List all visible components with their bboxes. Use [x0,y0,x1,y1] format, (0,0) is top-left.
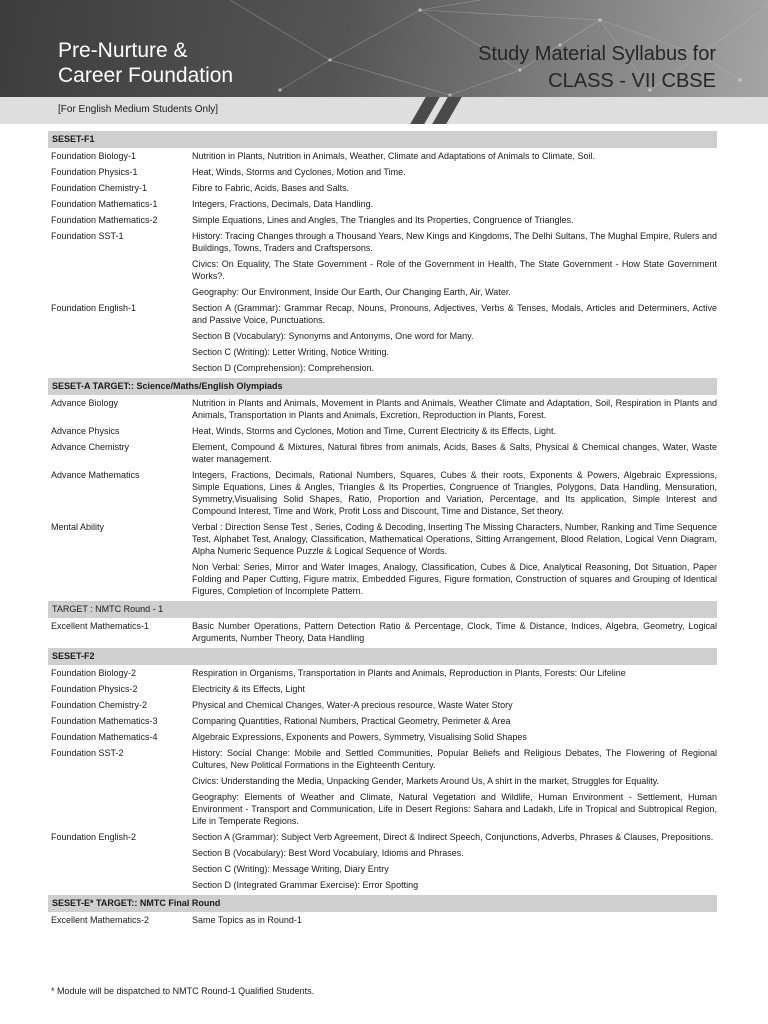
topics-cell [192,683,717,695]
section-heading: SESET-E* TARGET:: NMTC Final Round [48,895,717,912]
topic-text: Algebraic Expressions, Exponents and Powers, Symmetry, Visualising Solid Shapes [192,732,527,742]
syllabus-row [48,182,717,194]
topics-cell [192,914,717,926]
syllabus-row [48,715,717,727]
topics-cell [192,397,717,421]
topic-text: Section B (Vocabulary): Synonyms and Antonyms, One word for Many. [192,331,474,341]
medium-note: [For English Medium Students Only] [58,104,219,115]
topic-text: Section D (Comprehension): Comprehension. [192,363,375,373]
subject-name: Excellent Mathematics-2 [51,915,150,925]
syllabus-row [48,166,717,178]
subject-name: Excellent Mathematics-1 [51,621,150,631]
subject-name: Foundation Chemistry-1 [51,183,148,193]
topics-cell [192,302,717,374]
title-line-2: CLASS - VII CBSE [548,70,716,92]
subject-name: Foundation Physics-2 [51,684,138,694]
syllabus-row [48,214,717,226]
subject-name: Foundation Physics-1 [51,167,138,177]
syllabus-row [48,198,717,210]
brand-line-1: Pre-Nurture & [58,39,188,62]
topic-text: Verbal : Direction Sense Test , Series, Coding & Decoding, Inserting The Missing Characters, Number, Ranking and Time Sequence Test, Alphabet Test, Analogy, Classification, Mathematical Operations, Sitting Arrangement, Blood Relation, Logical Venn Diagram, Alpha Numeric Sequence Puzzle & Logical Sequence of Words. [192,522,717,556]
topics-cell [192,166,717,178]
topic-text: Section A (Grammar): Grammar Recap, Nouns, Pronouns, Adjectives, Verbs & Tenses, Modals, Articles and Determiners, Active and Passive Voice, Punctuations. [192,303,717,325]
topic-text: Integers, Fractions, Decimals, Data Handling. [192,199,374,209]
subject-name: Advance Mathematics [51,470,140,480]
syllabus-row [48,731,717,743]
topics-cell [192,441,717,465]
syllabus-row [48,667,717,679]
topics-cell [192,230,717,298]
syllabus-row [48,425,717,437]
title-line-1: Study Material Syllabus for [478,43,716,65]
footnote: * Module will be dispatched to NMTC Round-1 Qualified Students. [51,986,315,996]
syllabus-row [48,620,717,644]
topic-text: Section A (Grammar): Subject Verb Agreement, Direct & Indirect Speech, Conjunctions, Adverbs, Phrases & Clauses, Prepositions. [192,832,714,842]
topics-cell [192,182,717,194]
topics-cell [192,715,717,727]
syllabus-row [48,469,717,517]
topic-text: Section C (Writing): Message Writing, Diary Entry [192,864,389,874]
topic-text: Section C (Writing): Letter Writing, Notice Writing. [192,347,390,357]
brand-line-2: Career Foundation [58,64,234,87]
subject-name: Foundation English-1 [51,303,137,313]
topics-cell [192,469,717,517]
section-heading: SESET-A TARGET:: Science/Maths/English Olympiads [48,378,717,395]
syllabus-row [48,683,717,695]
topic-text: Electricity & its Effects, Light [192,684,305,694]
topic-text: History: Tracing Changes through a Thousand Years, New Kings and Kingdoms, The Delhi Sultans, The Mughal Empire, Rulers and Buildings, Towns, Traders and Craftspersons. [192,231,717,253]
topics-cell [192,667,717,679]
section-heading: SESET-F2 [48,648,717,665]
topic-text: Non Verbal: Series, Mirror and Water Images, Analogy, Classification, Cubes & Dice, Analytical Reasoning, Dot Situation, Paper Folding and Paper Cutting, Figure matrix, Embedded Figures, Figure formation, Construction of squares and Grouping of Identical Figures, Completion of Incomplete Pattern. [192,562,717,596]
topics-cell [192,214,717,226]
syllabus-row [48,914,717,926]
topic-text: Nutrition in Plants and Animals, Movement in Plants and Animals, Weather Climate and Adaptation, Soil, Respiration in Plants and Animals, Transportation in Plants and Animals, Excretion, Reproduction in Plants, Forest. [192,398,717,420]
page-header [0,0,768,97]
syllabus-row [48,831,717,891]
subject-name: Mental Ability [51,522,105,532]
topic-text: Respiration in Organisms, Transportation in Plants and Animals, Reproduction in Plants, Forests: Our Lifeline [192,668,626,678]
topic-text: Fibre to Fabric, Acids, Bases and Salts. [192,183,350,193]
topic-text: Element, Compound & Mixtures, Natural fibres from animals, Acids, Bases & Salts, Physical & Chemical changes, Water, Waste water management. [192,442,717,464]
topic-text: Heat, Winds, Storms and Cyclones, Motion and Time, Current Electricity & its Effects, Light. [192,426,556,436]
subject-name: Advance Chemistry [51,442,130,452]
syllabus-row [48,230,717,298]
subject-name: Foundation SST-1 [51,231,124,241]
subject-name: Foundation Biology-2 [51,668,137,678]
topic-text: Civics: Understanding the Media, Unpacking Gender, Markets Around Us, A shirt in the market, Struggles for Equality. [192,776,660,786]
subject-name: Foundation Mathematics-3 [51,716,158,726]
topics-cell [192,699,717,711]
syllabus-row [48,441,717,465]
subject-name: Foundation Mathematics-2 [51,215,158,225]
topic-text: Physical and Chemical Changes, Water-A precious resource, Waste Water Story [192,700,513,710]
topics-cell [192,620,717,644]
topics-cell [192,521,717,597]
syllabus-table [48,131,717,930]
topics-cell [192,198,717,210]
topics-cell [192,150,717,162]
topic-text: Geography: Elements of Weather and Climate, Natural Vegetation and Wildlife, Human Environment - Settlement, Human Environment - Transport and Communication, Life in Desert Regions: Sahara and Ladakh, Life in Tropical and Subtropical Region, Life in Temperate Regions. [192,792,717,826]
brand-name [58,38,233,88]
section-heading: SESET-F1 [48,131,717,148]
topics-cell [192,831,717,891]
topics-cell [192,731,717,743]
topic-text: Same Topics as in Round-1 [192,915,302,925]
subject-name: Foundation Mathematics-1 [51,199,158,209]
topic-text: Geography: Our Environment, Inside Our Earth, Our Changing Earth, Air, Water. [192,287,511,297]
topic-text: Integers, Fractions, Decimals, Rational Numbers, Squares, Cubes & their roots, Exponents & Powers, Algebraic Expressions, Simple Equations, Lines & Angles, Triangles & Its Properties, Congruence of Triangles, Polygons, Data Handling, Mensuration, Symmetry,Visualising Solid Shapes, Ratio, Proportion and Variation, Percentage, and Its application, Simple Interest and Compound Interest, Time and Work, Profit Loss and Discount, Time and Distance, Set theory. [192,470,717,516]
syllabus-row [48,302,717,374]
syllabus-row [48,397,717,421]
topic-text: Nutrition in Plants, Nutrition in Animals, Weather, Climate and Adaptations of Animals to Climate, Soil. [192,151,596,161]
subject-name: Foundation Chemistry-2 [51,700,148,710]
subject-name: Advance Biology [51,398,119,408]
topic-text: Comparing Quantities, Rational Numbers, Practical Geometry, Perimeter & Area [192,716,511,726]
syllabus-row [48,521,717,597]
topic-text: Simple Equations, Lines and Angles, The Triangles and Its Properties, Congruence of Triangles. [192,215,574,225]
section-heading: TARGET : NMTC Round - 1 [48,601,717,618]
topic-text: Basic Number Operations, Pattern Detection Ratio & Percentage, Clock, Time & Distance, Indices, Algebra, Geometry, Logical Arguments, Number Theory, Data Handling [192,621,717,643]
topic-text: Section D (Integrated Grammar Exercise): Error Spotting [192,880,419,890]
topic-text: Civics: On Equality, The State Government - Role of the Government in Health, The State Government - How State Government Works?. [192,259,717,281]
subject-name: Foundation English-2 [51,832,137,842]
subject-name: Foundation Mathematics-4 [51,732,158,742]
subject-name: Advance Physics [51,426,120,436]
subject-name: Foundation Biology-1 [51,151,137,161]
topic-text: History: Social Change: Mobile and Settled Communities, Popular Beliefs and Religious Debates, The Flowering of Regional Cultures, New Political Formations in the Eighteenth Century. [192,748,717,770]
topic-text: Section B (Vocabulary): Best Word Vocabulary, Idioms and Phrases. [192,848,464,858]
topic-text: Heat, Winds, Storms and Cyclones, Motion and Time. [192,167,406,177]
syllabus-row [48,747,717,827]
document-title [478,41,716,95]
subject-name: Foundation SST-2 [51,748,124,758]
topics-cell [192,425,717,437]
syllabus-row [48,699,717,711]
topics-cell [192,747,717,827]
syllabus-row [48,150,717,162]
